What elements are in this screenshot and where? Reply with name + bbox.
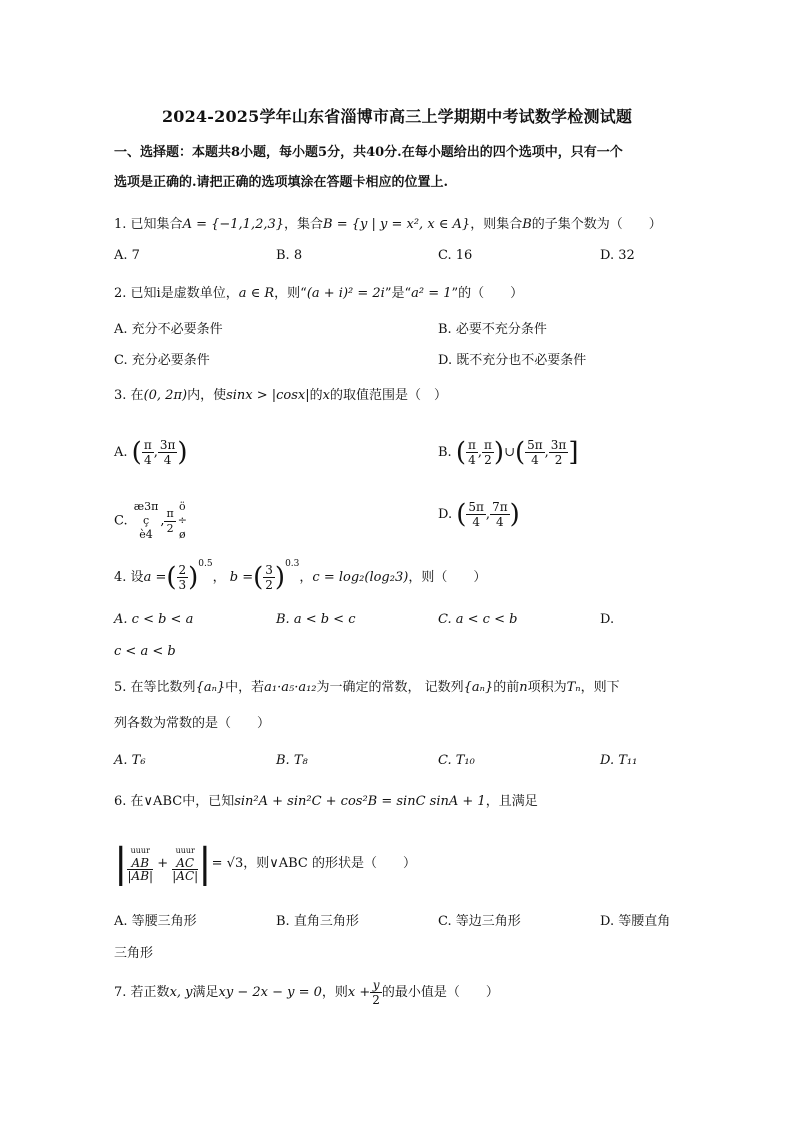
question-text: 设 bbox=[130, 570, 144, 585]
question-text: 项积为 bbox=[527, 680, 567, 695]
question-text: ，集合 bbox=[284, 217, 324, 232]
option-b: B. a < b < c bbox=[276, 612, 356, 627]
question-7: 7. 若正数x, y满足xy − 2x − y = 0，则x + $\frac{y}{2}$ 的最小值是（ ） bbox=[114, 978, 499, 1007]
question-text: ”是“ bbox=[384, 286, 412, 301]
option-b: B. ( $\frac{\pi}{4}$ , $\frac{\pi}{2}$ )∪( $\frac{5\pi}{4}$ , $\frac{3\pi}{2}$ ] bbox=[438, 437, 579, 468]
math-expr: sinx > |cosx| bbox=[226, 388, 310, 403]
question-text: ，则“ bbox=[274, 286, 307, 301]
question-text: ，则集合 bbox=[470, 217, 523, 232]
question-text: 为一确定的常数， 记数列 bbox=[316, 680, 464, 695]
question-number: 2. bbox=[114, 286, 127, 301]
option-a: A. 等腰三角形 bbox=[114, 914, 197, 929]
question-number: 4. bbox=[114, 570, 127, 585]
instructions-line-1: 一、选择题：本题共8小题，每小题5分，共40分.在每小题给出的四个选项中，只有一个 bbox=[114, 145, 623, 160]
question-6 bbox=[114, 792, 538, 812]
question-text: ，则 bbox=[321, 985, 348, 1000]
question-number: 5. bbox=[114, 680, 127, 695]
question-text: 的 bbox=[309, 388, 323, 403]
question-text: 的前 bbox=[493, 680, 520, 695]
math-expr: {aₙ} bbox=[195, 680, 226, 695]
option-a: A. T₆ bbox=[114, 753, 146, 768]
question-text: 的子集个数为（ ） bbox=[531, 217, 662, 232]
question-3 bbox=[114, 386, 447, 406]
exponent: 0.5 bbox=[198, 558, 213, 569]
question-text: 若正数 bbox=[130, 985, 170, 1000]
math-expr: (a + i)² = 2i bbox=[306, 286, 385, 301]
option-a: A. ( $\frac{\pi}{4}$ , $\frac{3\pi}{4}$ ) bbox=[114, 437, 188, 468]
question-text: 已知集合 bbox=[130, 217, 183, 232]
option-c: C. T₁₀ bbox=[438, 753, 475, 768]
question-number: 1. bbox=[114, 217, 127, 232]
question-1 bbox=[114, 215, 662, 235]
question-4: 4. 设a =( $\frac{2}{3}$ )$^{0.5}$， b =( $\frac{3}{2}$ )$^{0.3}$，c = log₂(log₂3)，则（ ） bbox=[114, 558, 487, 593]
option-label: B. bbox=[438, 445, 452, 460]
option-d: D. 32 bbox=[600, 248, 635, 263]
math-expr: x + bbox=[347, 985, 371, 1000]
question-text: 在 bbox=[130, 388, 144, 403]
option-b: B. 8 bbox=[276, 248, 303, 263]
math-expr: x, y bbox=[169, 985, 193, 1000]
question-text: 的取值范围是（ ） bbox=[330, 388, 448, 403]
option-b: B. 必要不充分条件 bbox=[438, 322, 547, 337]
option-b: B. T₈ bbox=[276, 753, 308, 768]
option-b: B. 直角三角形 bbox=[276, 914, 359, 929]
question-text: = √3，则∨ABC 的形状是（ ） bbox=[211, 856, 417, 871]
option-a: A. 充分不必要条件 bbox=[114, 322, 223, 337]
question-text: 在∨ABC中，已知 bbox=[130, 794, 235, 809]
option-d: D. ( $\frac{5\pi}{4}$ , $\frac{7\pi}{4}$ ) bbox=[438, 499, 520, 530]
math-var: n bbox=[519, 680, 528, 695]
math-expr: a = bbox=[143, 570, 167, 585]
math-expr: sin²A + sin²C + cos²B = sinC sinA + 1 bbox=[234, 794, 486, 809]
math-expr: (0, 2π) bbox=[143, 388, 188, 403]
math-expr: a ∈ R bbox=[238, 286, 275, 301]
question-text: 内，使 bbox=[187, 388, 227, 403]
option-d-wrap: c < a < b bbox=[114, 644, 176, 659]
math-expr: c = log₂(log₂3) bbox=[312, 570, 409, 585]
math-var: B bbox=[522, 217, 532, 232]
math-expr: b = bbox=[229, 570, 254, 585]
question-text: 在等比数列 bbox=[130, 680, 196, 695]
exam-title: 2024-2025学年山东省淄博市高三上学期期中考试数学检测试题 bbox=[161, 107, 633, 126]
instructions-line-2: 选项是正确的.请把正确的选项填涂在答题卡相应的位置上. bbox=[114, 175, 449, 190]
math-var: x bbox=[322, 388, 330, 403]
option-a: A. c < b < a bbox=[114, 612, 194, 627]
option-d: D. 等腰直角 bbox=[600, 914, 671, 929]
option-c: C. 等边三角形 bbox=[438, 914, 521, 929]
option-d-wrap: 三角形 bbox=[114, 946, 154, 961]
question-text: 满足 bbox=[192, 985, 219, 1000]
exponent: 0.3 bbox=[285, 558, 300, 569]
math-expr: xy − 2x − y = 0 bbox=[218, 985, 322, 1000]
set-a: A = {−1,1,2,3} bbox=[182, 217, 285, 232]
question-number: 7. bbox=[114, 985, 127, 1000]
question-text: 的最小值是（ ） bbox=[381, 985, 499, 1000]
option-c: C. æ3π ç è4 , $\frac{\pi}{2}$ ö ÷ ø bbox=[114, 500, 187, 541]
set-b: B = {y | y = x², x ∈ A} bbox=[323, 217, 471, 232]
question-5-line-2: 列各数为常数的是（ ） bbox=[114, 716, 271, 731]
option-c: C. 16 bbox=[438, 248, 473, 263]
question-number: 3. bbox=[114, 388, 127, 403]
question-text: 中，若 bbox=[225, 680, 265, 695]
option-c: C. a < c < b bbox=[438, 612, 518, 627]
option-a: A. 7 bbox=[114, 248, 140, 263]
math-var: Tₙ bbox=[566, 680, 581, 695]
question-2 bbox=[114, 284, 523, 304]
math-expr: {aₙ} bbox=[463, 680, 494, 695]
question-number: 6. bbox=[114, 794, 127, 809]
question-text: ，且满足 bbox=[485, 794, 538, 809]
question-5 bbox=[114, 678, 620, 698]
question-text: ，则（ ） bbox=[408, 570, 487, 585]
option-label: A. bbox=[114, 445, 128, 460]
option-label: D. bbox=[438, 507, 453, 522]
option-c: C. 充分必要条件 bbox=[114, 353, 210, 368]
option-d: D. 既不充分也不必要条件 bbox=[438, 353, 587, 368]
option-d: D. bbox=[600, 612, 615, 627]
math-expr: a₁·a₅·a₁₂ bbox=[264, 680, 317, 695]
question-6-line-2: | uuur AB |AB| + uuur AC |AC| |= √3，则∨ABC 的形状是（ ） bbox=[114, 840, 417, 887]
question-text: ，则下 bbox=[580, 680, 620, 695]
option-d: D. T₁₁ bbox=[600, 753, 638, 768]
question-text: 已知i是虚数单位， bbox=[130, 286, 239, 301]
option-label: C. bbox=[114, 513, 128, 529]
question-text: ”的（ ） bbox=[451, 286, 524, 301]
math-expr: a² = 1 bbox=[411, 286, 452, 301]
